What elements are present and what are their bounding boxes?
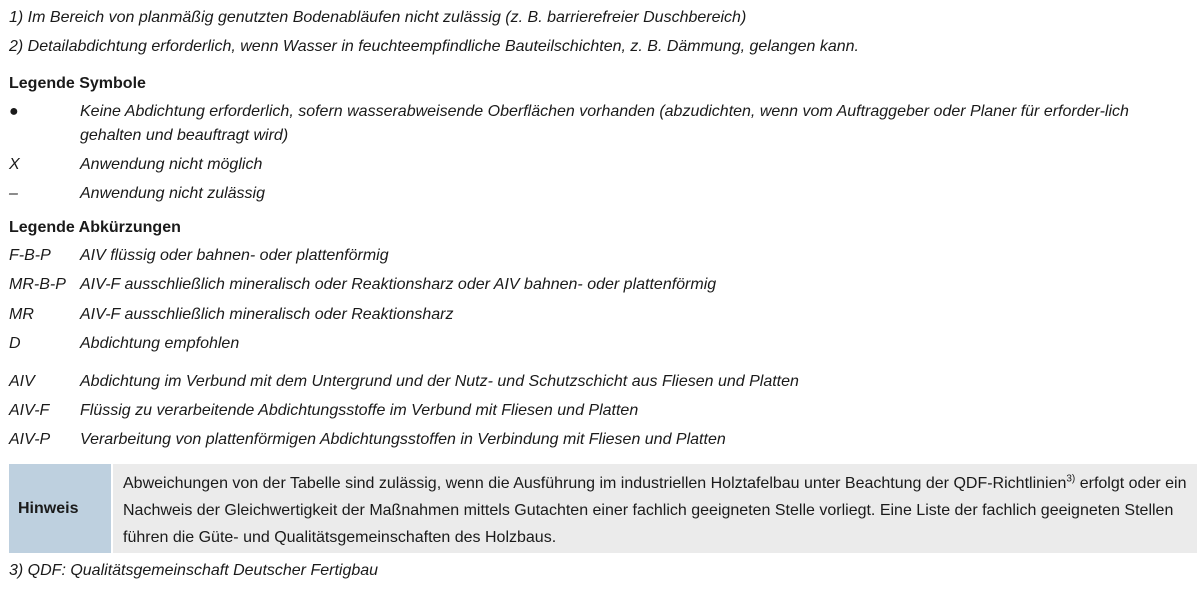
legend-abbreviations-title: Legende Abkürzungen (9, 219, 181, 236)
legend-symbol-description: Anwendung nicht möglich (80, 156, 263, 173)
note-footnote-ref: 3) (1066, 473, 1076, 485)
legend-symbols-title: Legende Symbole (9, 75, 146, 92)
legend-abbr-code: D (9, 335, 21, 352)
legend-abbr-description: AIV-F ausschließlich mineralisch oder Reaktionsharz oder AIV bahnen- oder plattenförmig (80, 276, 717, 293)
footnote-2: 2) Detailabdichtung erforderlich, wenn Wasser in feuchteempfindliche Bauteilschichten, z. B. Dämmung, gelangen kann. (9, 38, 859, 55)
legend-abbr-code: MR-B-P (9, 276, 66, 293)
legend-abbr-description: AIV flüssig oder bahnen- oder plattenförmig (80, 247, 389, 264)
legend-abbr-description: AIV-F ausschließlich mineralisch oder Reaktionsharz (80, 306, 454, 323)
note-text-part-2: erfolgt oder ein Nachweis der Gleichwertigkeit der Maßnahmen mittels Gutachten einer fachlich geeigneten Stelle vorliegt. Eine Liste der fachlich geeigneten Stellen führen die Güte- und Qualitätsgemeinschaften des Holzbaus. (123, 475, 1187, 546)
legend-symbol-x: X (9, 156, 20, 173)
legend-abbr-description: Abdichtung im Verbund mit dem Untergrund und der Nutz- und Schutzschicht aus Fliesen und Platten (80, 373, 799, 390)
note-box (9, 464, 1197, 553)
note-text-part-1: Abweichungen von der Tabelle sind zulässig, wenn die Ausführung im industriellen Holztafelbau unter Beachtung der QDF-Richtlinien (123, 475, 1067, 492)
note-text (113, 464, 1197, 553)
legend-symbol-description: Anwendung nicht zulässig (80, 185, 266, 202)
note-label: Hinweis (9, 464, 111, 553)
legend-abbr-description: Abdichtung empfohlen (80, 335, 240, 352)
legend-symbol-row (9, 100, 1195, 148)
footnotes-top (9, 6, 859, 64)
legend-abbr-code: AIV-P (9, 431, 51, 448)
legend-abbr-code: F-B-P (9, 247, 51, 264)
footnote-1: 1) Im Bereich von planmäßig genutzten Bodenabläufen nicht zulässig (z. B. barrierefreier Duschbereich) (9, 9, 747, 26)
legend-symbol-description: Keine Abdichtung erforderlich, sofern wasserabweisende Oberflächen vorhanden (abzudichten, wenn vom Auftraggeber oder Planer für erforder-lich gehalten und beauftragt wird) (80, 103, 1129, 144)
legend-abbr-code: AIV (9, 373, 35, 390)
legend-abbr-code: AIV-F (9, 402, 50, 419)
legend-abbr-description: Flüssig zu verarbeitende Abdichtungsstoffe im Verbund mit Fliesen und Platten (80, 402, 639, 419)
legend-abbr-description: Verarbeitung von plattenförmigen Abdichtungsstoffen in Verbindung mit Fliesen und Platten (80, 431, 726, 448)
legend-abbr-code: MR (9, 306, 34, 323)
footnote-3: 3) QDF: Qualitätsgemeinschaft Deutscher Fertigbau (9, 562, 379, 579)
legend-symbol-bullet: ● (9, 103, 19, 120)
legend-symbol-dash: – (9, 185, 18, 202)
